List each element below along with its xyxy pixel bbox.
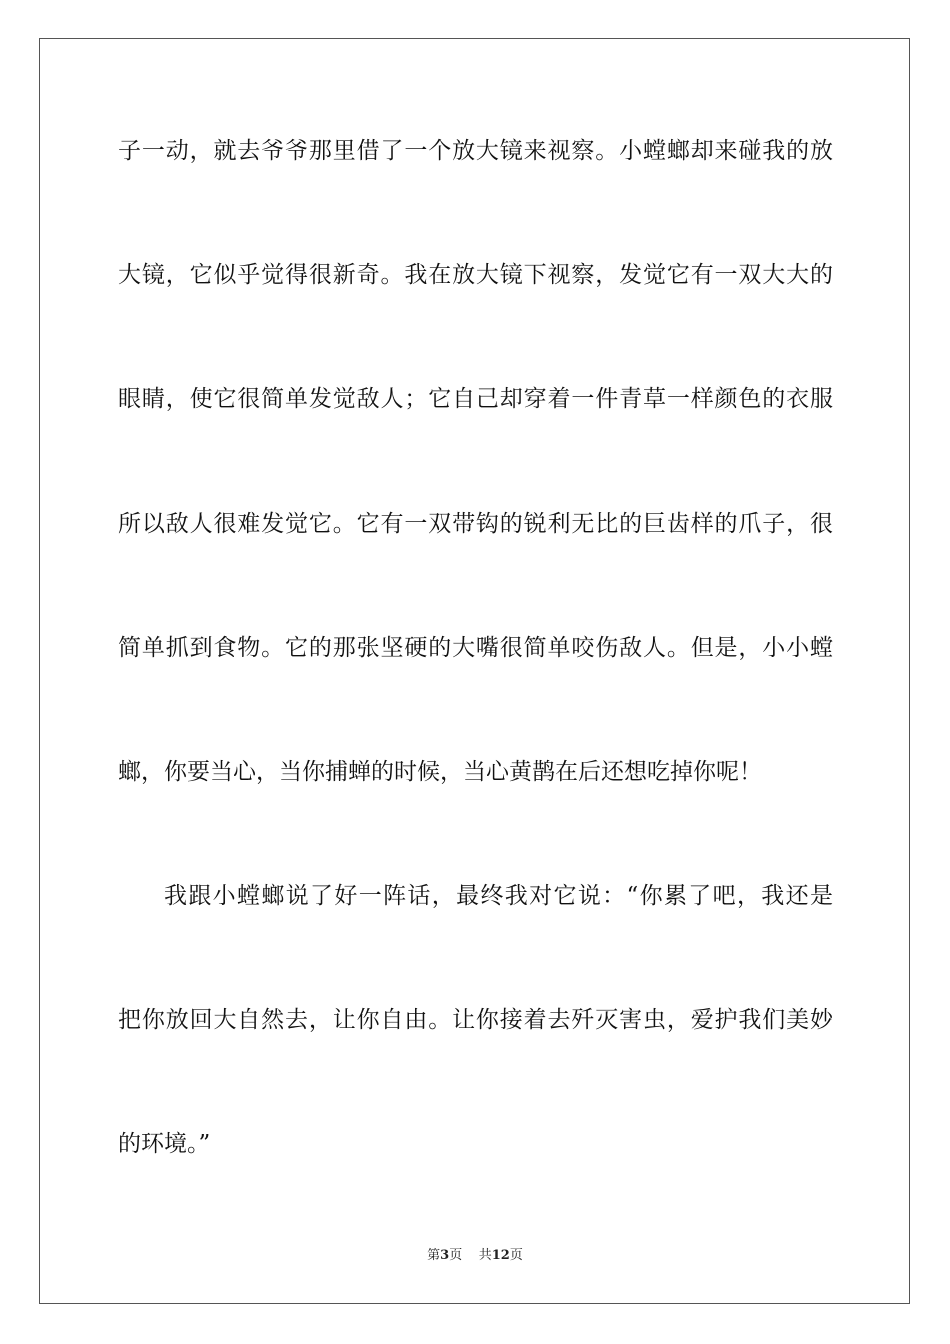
footer-page-prefix: 第 — [427, 1248, 441, 1263]
footer-total-suffix: 页 — [509, 1248, 523, 1263]
body-line-4: 所以敌人很难发觉它。它有一双带钩的锐利无比的巨齿样的爪子，很 — [118, 511, 833, 537]
page-border — [39, 38, 910, 1304]
footer-total-prefix: 共 — [478, 1248, 492, 1263]
footer-page-number: 3 — [440, 1248, 450, 1263]
body-line-6: 螂，你要当心，当你捕蝉的时候，当心黄鹊在后还想吃掉你呢！ — [118, 759, 762, 785]
footer-total-pages: 12 — [491, 1248, 510, 1263]
page-footer — [0, 1248, 950, 1264]
body-line-5: 简单抓到食物。它的那张坚硬的大嘴很简单咬伤敌人。但是，小小螳 — [118, 635, 833, 661]
body-line-7: 我跟小螳螂说了好一阵话，最终我对它说：“你累了吧，我还是 — [164, 883, 833, 909]
body-line-3: 眼睛，使它很简单发觉敌人；它自己却穿着一件青草一样颜色的衣服 — [118, 386, 833, 412]
body-line-1: 子一动，就去爷爷那里借了一个放大镜来视察。小螳螂却来碰我的放 — [118, 138, 833, 164]
footer-page-suffix: 页 — [449, 1248, 463, 1263]
body-line-8: 把你放回大自然去，让你自由。让你接着去歼灭害虫，爱护我们美妙 — [118, 1007, 833, 1033]
body-line-9: 的环境。” — [118, 1131, 211, 1157]
body-line-2: 大镜，它似乎觉得很新奇。我在放大镜下视察，发觉它有一双大大的 — [118, 262, 833, 288]
